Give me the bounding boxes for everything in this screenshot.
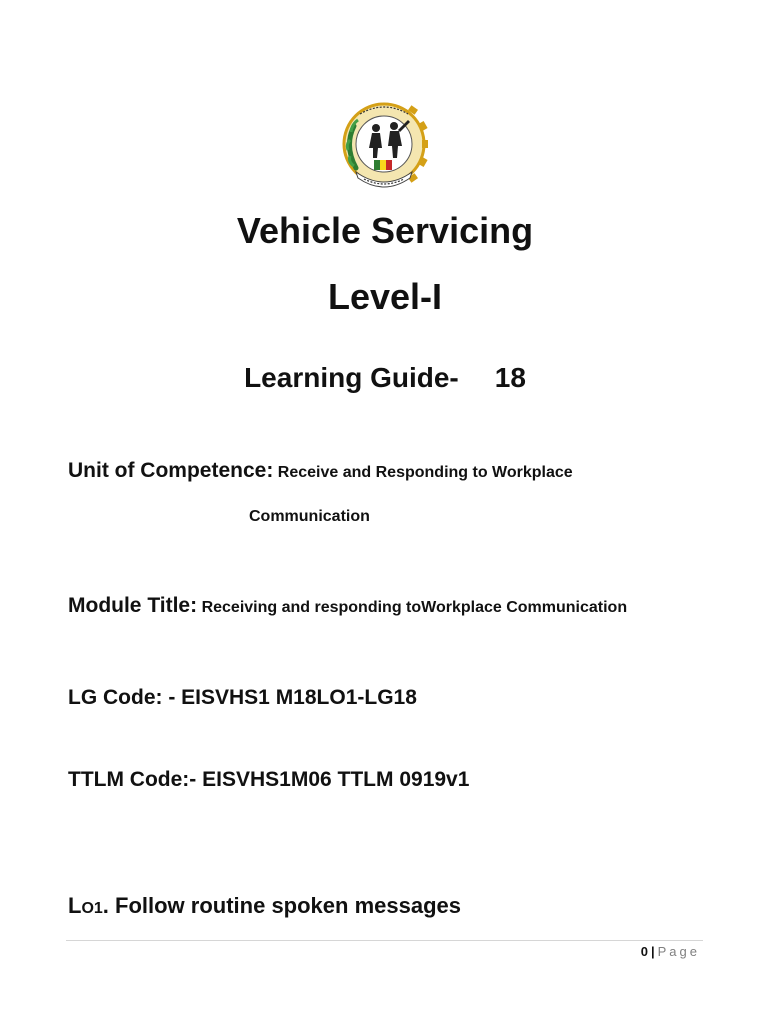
learning-guide-label: Learning Guide-: [244, 362, 459, 393]
unit-of-competence: [68, 459, 573, 483]
learning-guide-number: 18: [494, 362, 526, 393]
page-number: 0: [640, 944, 648, 959]
unit-of-competence-value-cont: Communication: [249, 508, 370, 525]
learning-outcome-text: . Follow routine spoken messages: [102, 893, 461, 918]
module-title-label: Module Title:: [68, 594, 198, 617]
lg-code: LG Code: - EISVHS1 M18LO1-LG18: [68, 686, 417, 709]
page-footer: [641, 944, 700, 959]
footer-separator: |: [650, 944, 655, 959]
learning-guide-heading: [0, 362, 770, 394]
flag-yellow: [380, 160, 386, 170]
page-word: Page: [657, 944, 700, 959]
footer-divider: [66, 940, 703, 941]
module-title-value: Receiving and responding toWorkplace Communication: [201, 599, 628, 616]
ttlm-code: TTLM Code:- EISVHS1M06 TTLM 0919v1: [68, 768, 470, 791]
learning-outcome-prefix-l: L: [68, 893, 82, 918]
unit-of-competence-label: Unit of Competence:: [68, 459, 274, 482]
learning-outcome-prefix-o1: O1: [81, 900, 103, 917]
ethiopian-tvet-emblem-icon: [338, 96, 430, 192]
unit-of-competence-value: Receive and Responding to Workplace: [277, 464, 573, 481]
flag-red: [386, 160, 392, 170]
module-title: [68, 594, 627, 618]
flag-green: [374, 160, 380, 170]
learning-outcome: [68, 893, 461, 919]
level-title: Level-I: [327, 276, 443, 317]
document-title: Vehicle Servicing: [236, 210, 534, 251]
